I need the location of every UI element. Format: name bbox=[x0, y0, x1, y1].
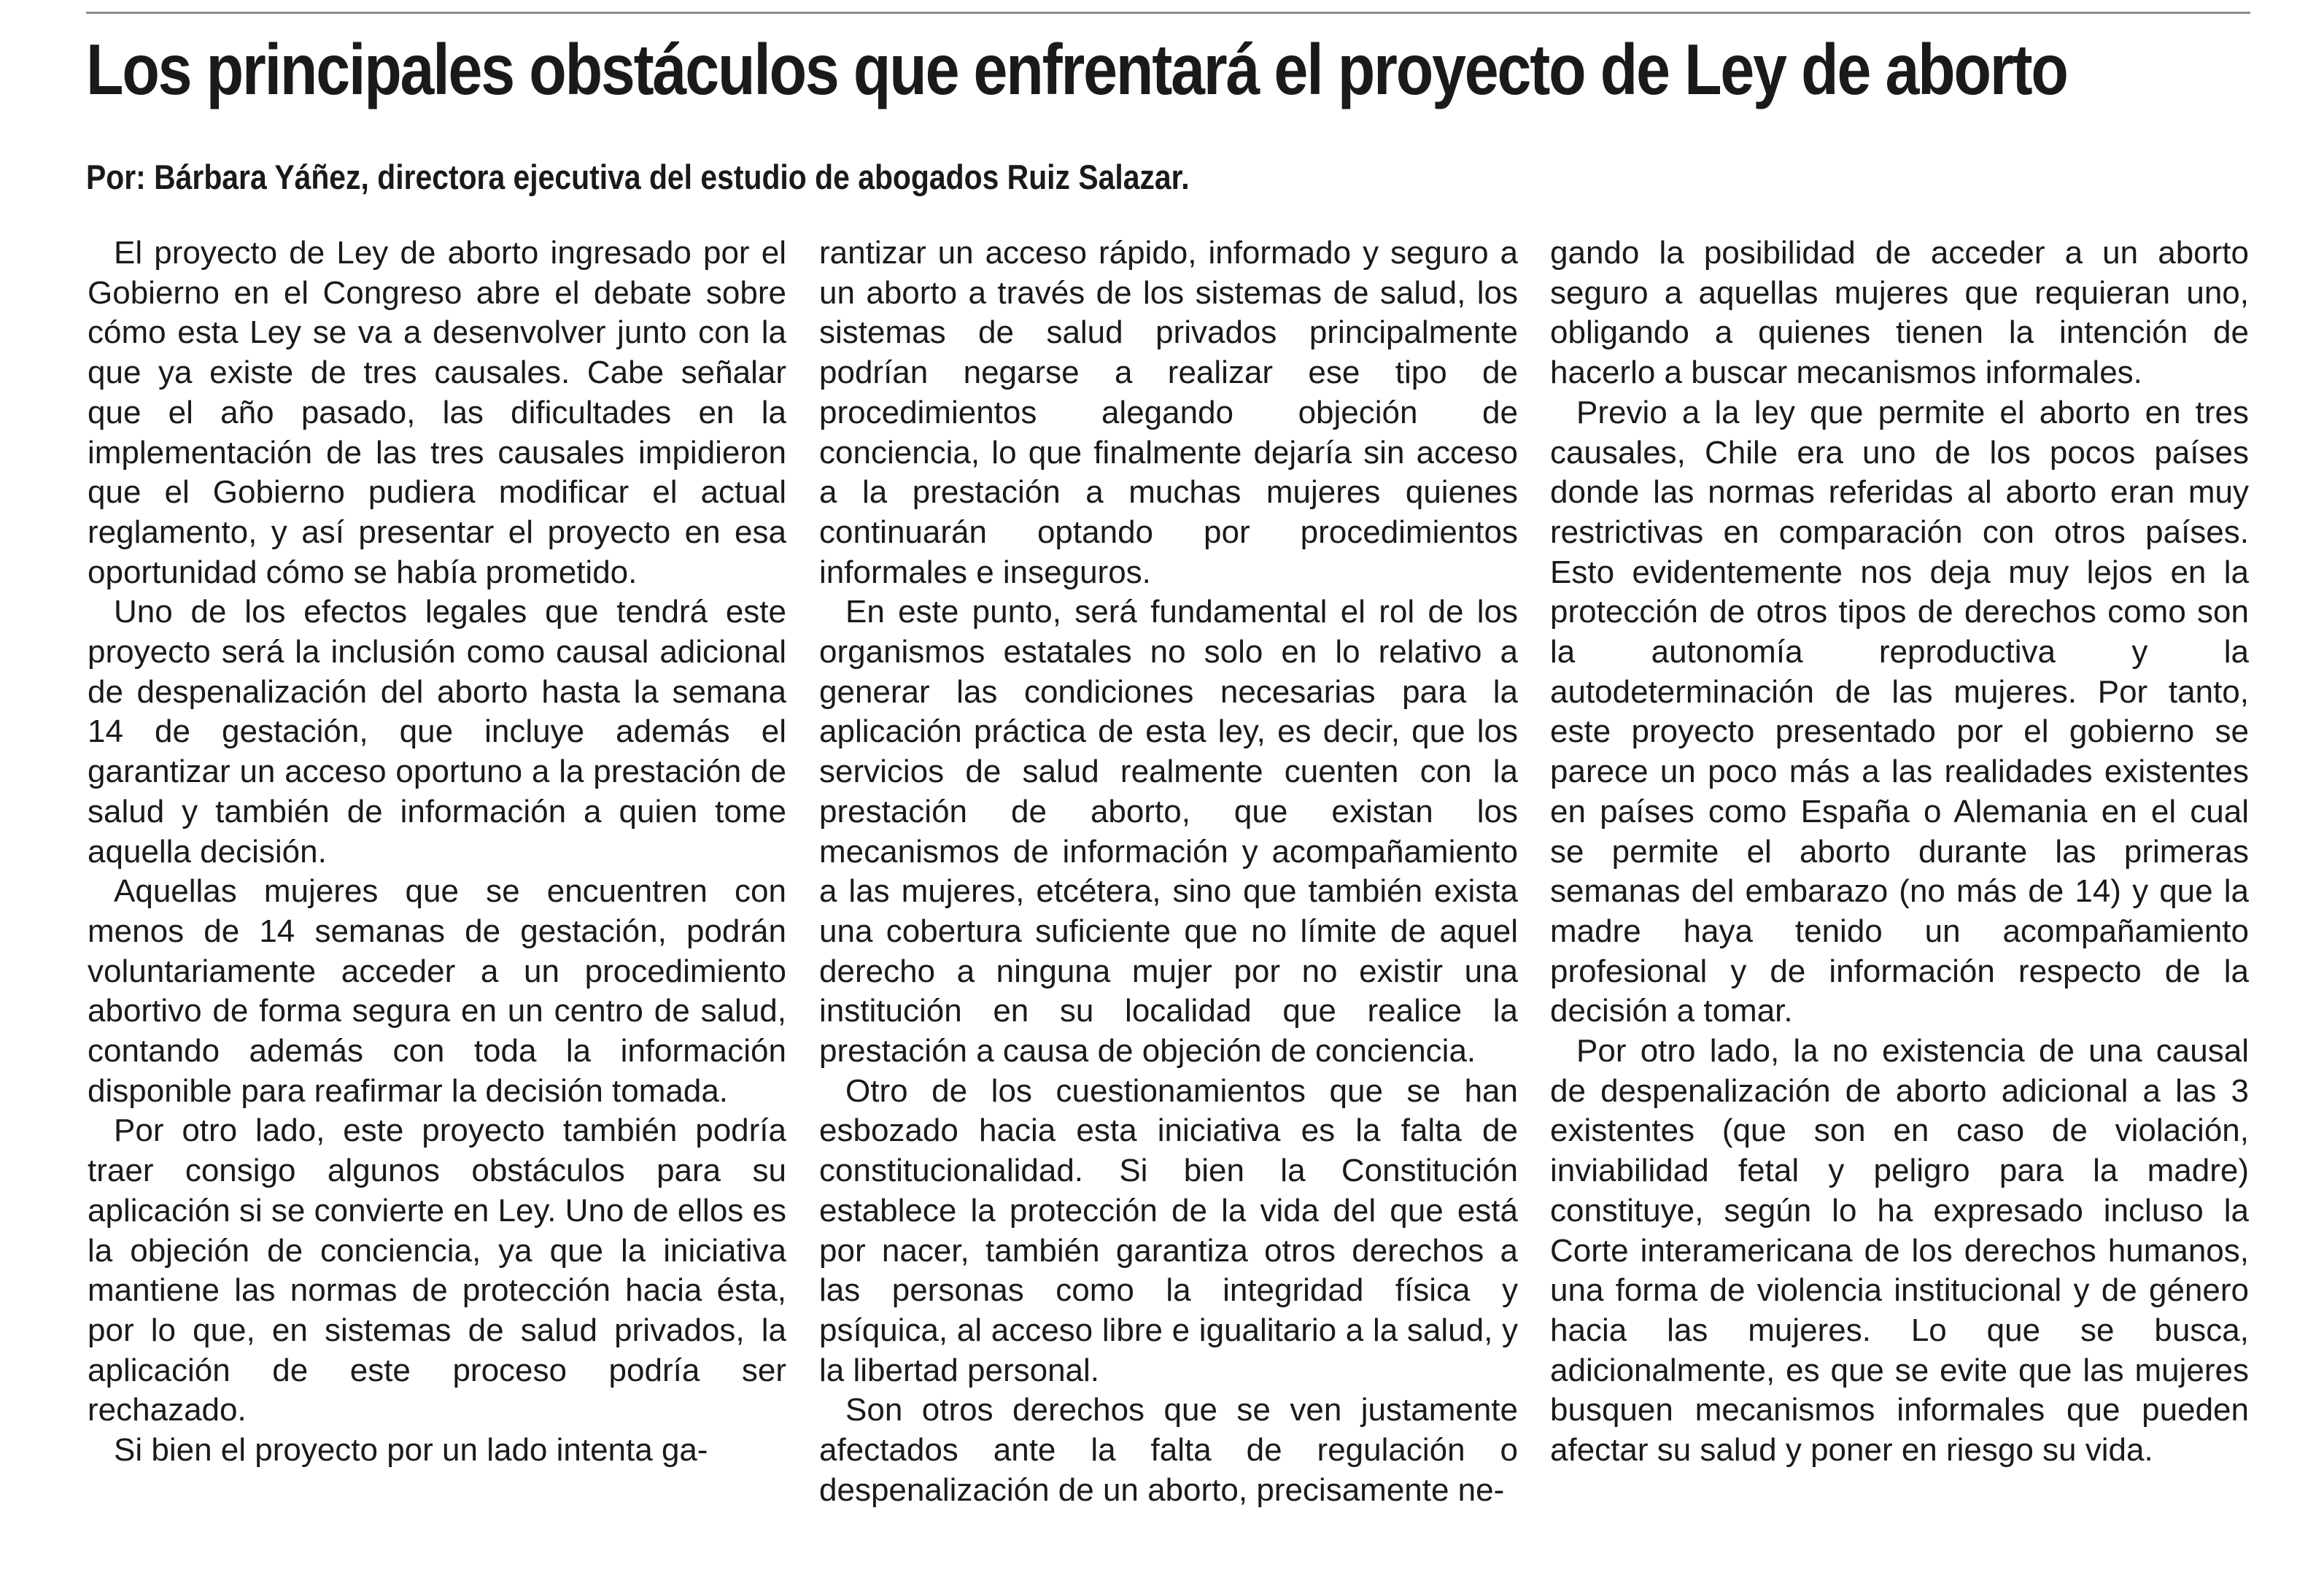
paragraph: Previo a la ley que permite el aborto en tres causales, Chile era uno de los pocos países donde las normas referidas al aborto eran muy restrictivas en comparación con otros países. Esto evidentemente nos deja muy lejos en la protección de otros tipos de derechos como son la autonomía reproductiva y la autodeterminación de las mujeres. Por tanto, este proyecto presentado por el gobierno se parece un poco más a las realidades existentes en países como España o Alemania en el cual se permite el aborto durante las primeras semanas del embarazo (no más de 14) y que la madre haya tenido un acompañamiento profesional y de información respecto de la decisión a tomar. bbox=[1550, 394, 2249, 1029]
paragraph: En este punto, será fundamental el rol de los organismos estatales no solo en lo relativo a generar las condiciones necesarias para la aplicación práctica de esta ley, es decir, que los servicios de salud realmente cuenten con la prestación de aborto, que existan los mecanismos de información y acompañamiento a las mujeres, etcétera, sino que también exista una cobertura suficiente que no límite de aquel derecho a ninguna mujer por no existir una institución en su localidad que realice la prestación a causa de objeción de conciencia. bbox=[819, 594, 1518, 1069]
article-byline: Por: Bárbara Yáñez, directora ejecutiva del estudio de abogados Ruiz Salazar. bbox=[86, 158, 1190, 196]
text-column-3 bbox=[1550, 233, 2249, 1576]
top-rule bbox=[86, 12, 2250, 14]
paragraph: Uno de los efectos legales que tendrá este proyecto será la inclusión como causal adicional de despenalización del aborto hasta la semana 14 de gestación, que incluye además el garantizar un acceso oportuno a la prestación de salud y también de información a quien tome aquella decisión. bbox=[88, 594, 786, 870]
text-column-2 bbox=[819, 233, 1518, 1576]
paragraph: Por otro lado, la no existencia de una causal de despenalización de aborto adicional a las 3 existentes (que son en caso de violación, inviabilidad fetal y peligro para la madre) constituye, según lo ha expresado incluso la Corte interamericana de los derechos humanos, una forma de violencia institucional y de género hacia las mujeres. Lo que se busca, adicionalmente, es que se evite que las mujeres busquen mecanismos informales que pueden afectar su salud y poner en riesgo su vida. bbox=[1550, 1033, 2249, 1469]
paragraph: Otro de los cuestionamientos que se han esbozado hacia esta iniciativa es la falta de constitucionalidad. Si bien la Constitución establece la protección de la vida del que está por nacer, también garantiza otros derechos a las personas como la integridad física y psíquica, al acceso libre e igualitario a la salud, y la libertad personal. bbox=[819, 1072, 1518, 1388]
paragraph: El proyecto de Ley de aborto ingresado por el Gobierno en el Congreso abre el debate sobre cómo esta Ley se va a desenvolver junto con la que ya existe de tres causales. Cabe señalar que el año pasado, las dificultades en la implementación de las tres causales impidieron que el Gobierno pudiera modificar el actual reglamento, y así presentar el proyecto en esa oportunidad cómo se había prometido. bbox=[88, 235, 786, 590]
paragraph: Por otro lado, este proyecto también podría traer consigo algunos obstáculos para su aplicación si se convierte en Ley. Uno de ellos es la objeción de conciencia, ya que la iniciativa mantiene las normas de protección hacia ésta, por lo que, en sistemas de salud privados, la aplicación de este proceso podría ser rechazado. bbox=[88, 1113, 786, 1428]
article-headline: Los principales obstáculos que enfrentará el proyecto de Ley de aborto bbox=[86, 29, 2067, 109]
paragraph: Aquellas mujeres que se encuentren con menos de 14 semanas de gestación, podrán voluntariamente acceder a un procedimiento abortivo de forma segura en un centro de salud, contando además con toda la información disponible para reafirmar la decisión tomada. bbox=[88, 873, 786, 1109]
text-column-1 bbox=[88, 233, 786, 1576]
paragraph-continuation: gando la posibilidad de acceder a un aborto seguro a aquellas mujeres que requieran uno, obligando a quienes tienen la intención de hacerlo a buscar mecanismos informales. bbox=[1550, 235, 2249, 391]
paragraph: Si bien el proyecto por un lado intenta ga- bbox=[114, 1432, 708, 1469]
paragraph: Son otros derechos que se ven justamente afectados ante la falta de regulación o despenalización de un aborto, precisamente ne- bbox=[819, 1392, 1518, 1508]
paragraph-continuation: rantizar un acceso rápido, informado y seguro a un aborto a través de los sistemas de salud, los sistemas de salud privados principalmente podrían negarse a realizar ese tipo de procedimientos alegando objeción de conciencia, lo que finalmente dejaría sin acceso a la prestación a muchas mujeres quienes continuarán optando por procedimientos informales e inseguros. bbox=[819, 235, 1518, 590]
